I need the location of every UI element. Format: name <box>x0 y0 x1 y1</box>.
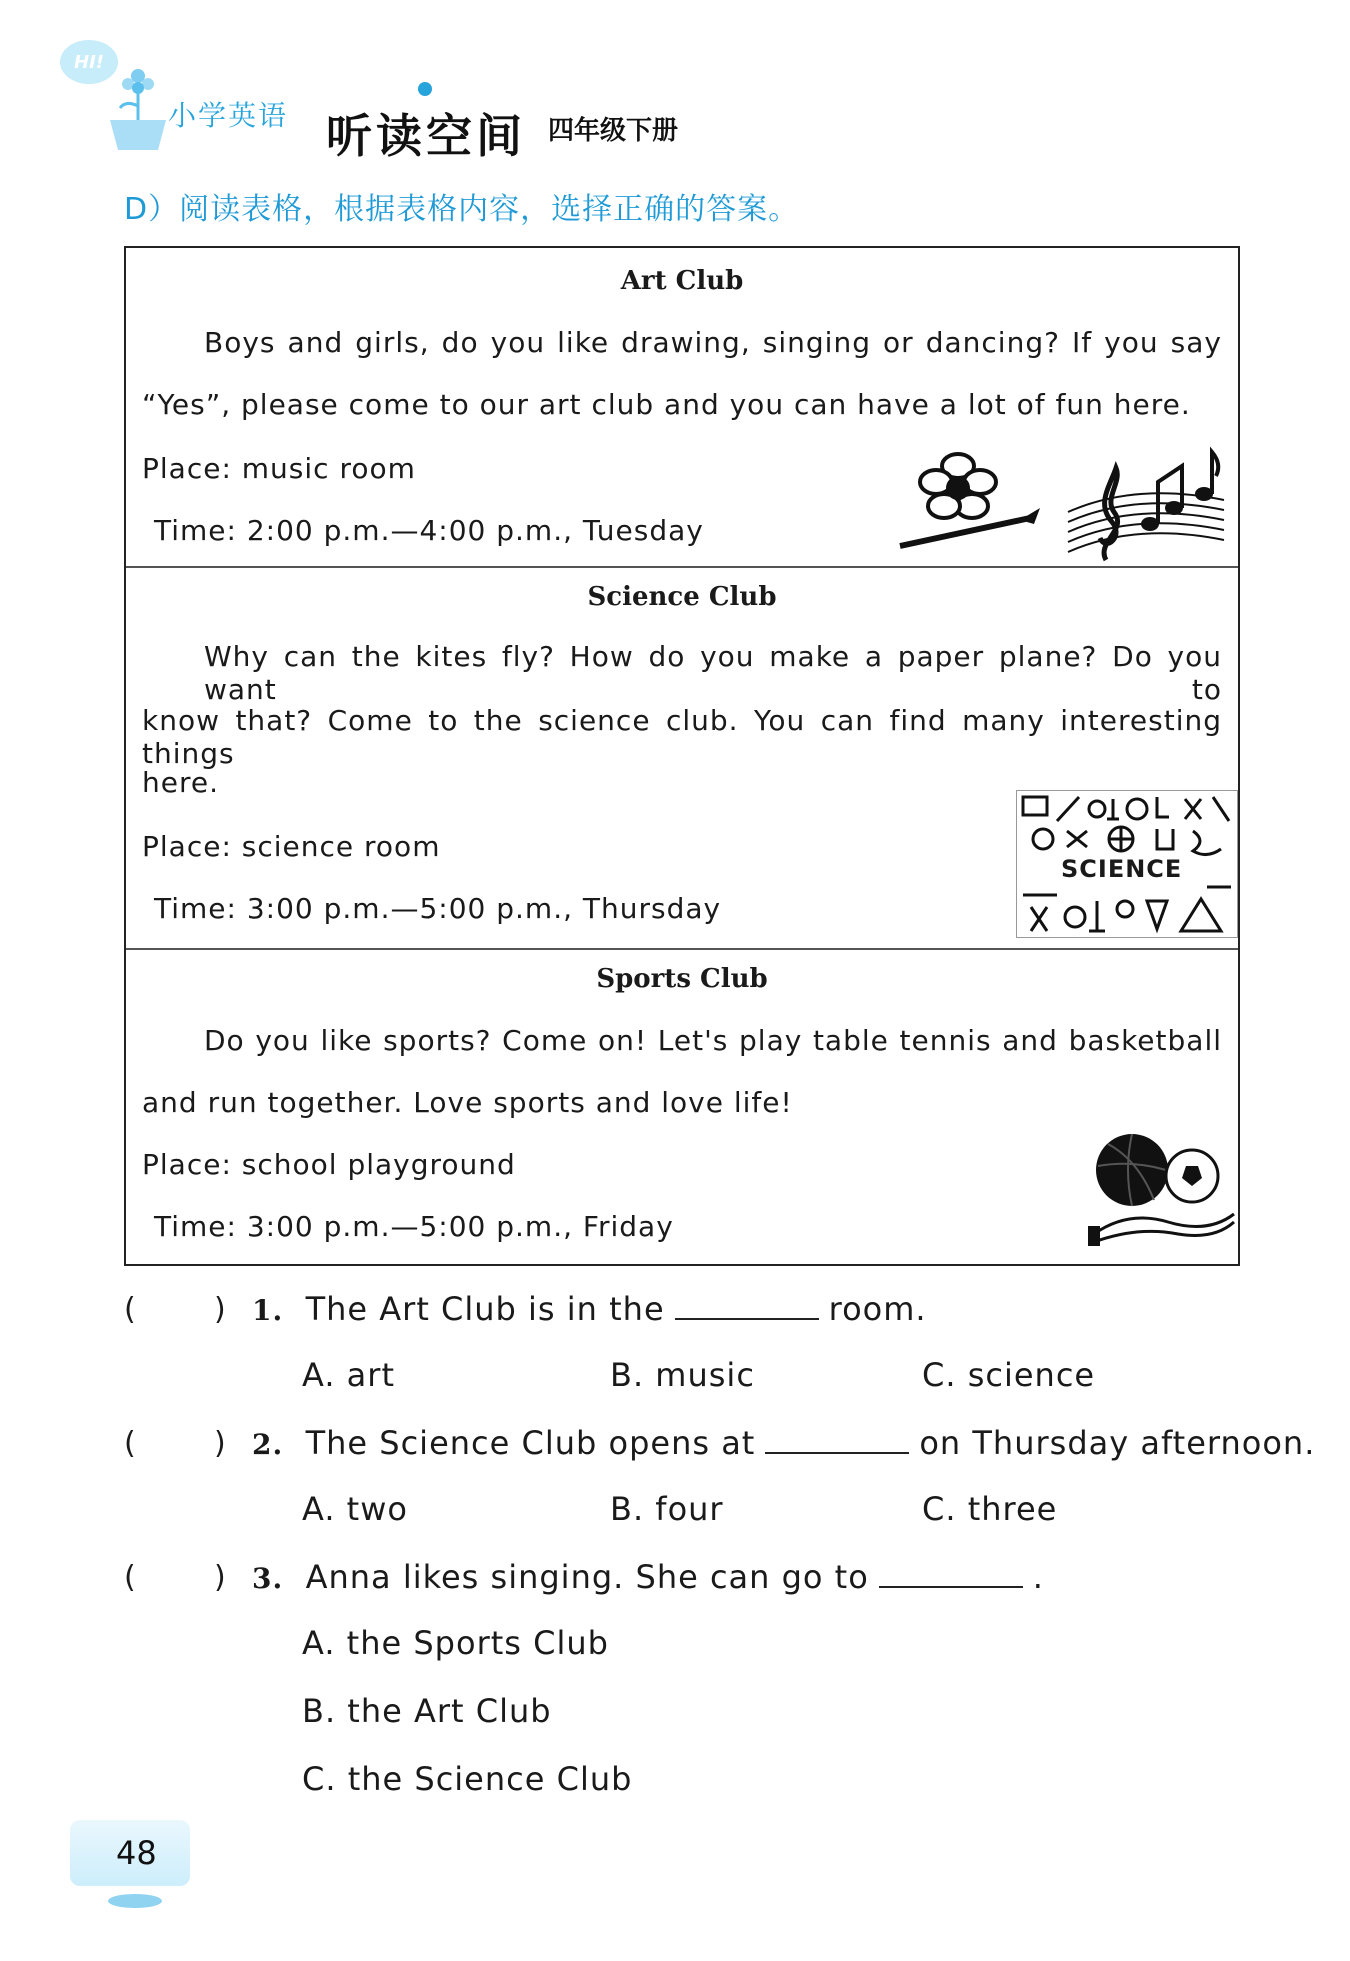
option-a: A. the Sports Club <box>302 1624 609 1662</box>
instruction-text: D）阅读表格，根据表格内容，选择正确的答案。 <box>124 192 800 227</box>
club-place: Place: school playground <box>142 1148 516 1181</box>
option-c: C. the Science Club <box>302 1760 633 1798</box>
option-b: B. music <box>610 1356 755 1394</box>
flower-palette-icon <box>894 448 1044 558</box>
club-title: Sports Club <box>596 964 768 994</box>
option-a: A. art <box>302 1356 395 1394</box>
answer-paren-open: ( <box>124 1560 136 1595</box>
option-a: A. two <box>302 1490 408 1528</box>
club-text-line: here. <box>142 766 219 799</box>
flower-pot-icon <box>100 62 170 152</box>
question-text: on Thursday afternoon. <box>919 1424 1316 1462</box>
question-stem <box>252 1424 1315 1462</box>
club-text-line: know that? Come to the science club. You can find many interesting things <box>142 704 1222 770</box>
answer-paren-open: ( <box>124 1426 136 1461</box>
answer-paren-open: ( <box>124 1292 136 1327</box>
brand-title: 听读空间 <box>326 109 526 163</box>
hi-badge: HI! <box>60 40 118 84</box>
club-text-line: and run together. Love sports and love life! <box>142 1086 793 1119</box>
club-text-line: Boys and girls, do you like drawing, singing or dancing? If you say <box>204 326 1222 359</box>
club-place: Place: science room <box>142 830 441 863</box>
club-table <box>124 246 1240 1266</box>
science-label: SCIENCE <box>1061 855 1183 883</box>
question-stem <box>252 1558 1044 1596</box>
question-text: The Science Club opens at <box>305 1424 756 1462</box>
answer-blank[interactable] <box>675 1316 819 1320</box>
question-stem <box>252 1290 927 1328</box>
science-collage-icon <box>1016 790 1238 938</box>
music-notes-icon <box>1066 442 1226 562</box>
club-place: Place: music room <box>142 452 416 485</box>
question-number: 1. <box>252 1294 284 1327</box>
series-name: 小学英语 <box>168 99 289 132</box>
option-c: C. science <box>922 1356 1096 1394</box>
question-text: . <box>1032 1558 1044 1596</box>
club-time: Time: 2:00 p.m.—4:00 p.m., Tuesday <box>154 514 704 547</box>
answer-blank[interactable] <box>765 1450 909 1454</box>
art-club-section <box>126 248 1238 568</box>
sports-club-section <box>126 950 1238 1264</box>
answer-paren-close: ) <box>214 1560 226 1595</box>
question-text: room. <box>828 1290 927 1328</box>
option-b: B. four <box>610 1490 724 1528</box>
club-time: Time: 3:00 p.m.—5:00 p.m., Friday <box>154 1210 674 1243</box>
answer-paren-close: ) <box>214 1426 226 1461</box>
question-text: The Art Club is in the <box>305 1290 665 1328</box>
option-b: B. the Art Club <box>302 1692 552 1730</box>
club-text-line: Do you like sports? Come on! Let's play table tennis and basketball <box>204 1024 1222 1057</box>
club-text-line: Why can the kites fly? How do you make a paper plane? Do you want to <box>204 640 1222 706</box>
grade-label: 四年级下册 <box>548 116 679 146</box>
club-title: Art Club <box>620 266 744 296</box>
question-number: 2. <box>252 1428 284 1461</box>
option-c: C. three <box>922 1490 1058 1528</box>
question-number: 3. <box>252 1562 284 1595</box>
badge-stand-icon <box>108 1894 162 1908</box>
club-time: Time: 3:00 p.m.—5:00 p.m., Thursday <box>154 892 722 925</box>
club-title: Science Club <box>587 582 777 612</box>
balls-jump-rope-icon <box>1088 1130 1238 1248</box>
club-text-line: “Yes”, please come to our art club and you can have a lot of fun here. <box>142 388 1191 421</box>
question-text: Anna likes singing. She can go to <box>305 1558 869 1596</box>
page-number: 48 <box>116 1834 157 1872</box>
science-club-section <box>126 568 1238 950</box>
answer-paren-close: ) <box>214 1292 226 1327</box>
answer-blank[interactable] <box>879 1584 1023 1588</box>
brand-dot-icon <box>418 82 432 96</box>
